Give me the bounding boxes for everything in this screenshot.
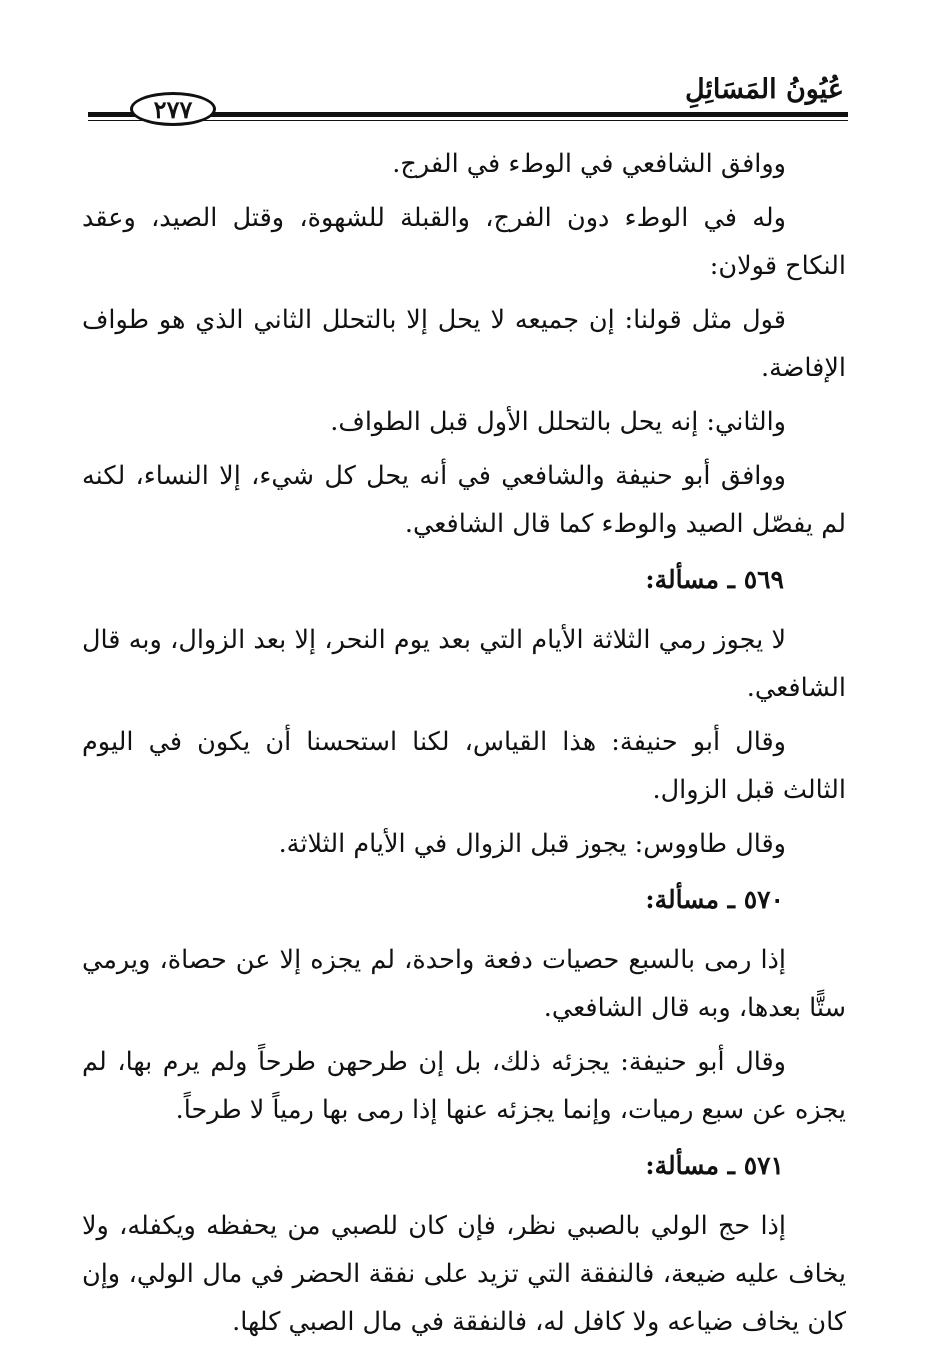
paragraph: وله في الوطء دون الفرج، والقبلة للشهوة، وقتل الصيد، وعقد النكاح قولان:	[82, 203, 846, 281]
paragraph: وقال طاووس: يجوز قبل الزوال في الأيام الثلاثة.	[278, 829, 786, 859]
issue-heading: ٥٦٩ ـ مسألة:	[645, 565, 784, 594]
paragraph: وقال أبو حنيفة: يجزئه ذلك، بل إن طرحهن طرحاً ولم يرم بها، لم يجزه عن سبع رميات، وإنما يجزئه عنها إذا رمى بها رمياً لا طرحاً.	[82, 1047, 846, 1125]
paragraph: ووافق الشافعي في الوطء في الفرج.	[392, 149, 786, 179]
book-title: عُيُونُ المَسَائِلِ	[684, 74, 844, 105]
paragraph: والثاني: إنه يحل بالتحلل الأول قبل الطواف.	[330, 407, 786, 437]
paragraph: إذا رمى بالسبع حصيات دفعة واحدة، لم يجزه إلا عن حصاة، ويرمي ستًّا بعدها، وبه قال الشافعي.	[82, 945, 846, 1023]
issue-heading: ٥٧٠ ـ مسألة:	[645, 885, 784, 914]
paragraph: وقال أبو حنيفة: هذا القياس، لكنا استحسنا أن يكون في اليوم الثالث قبل الزوال.	[82, 727, 846, 805]
page-number: ٢٧٧	[130, 92, 216, 126]
paragraph: إذا حج الولي بالصبي نظر، فإن كان للصبي من يحفظه ويكفله، ولا يخاف عليه ضيعة، فالنفقة التي تزيد على نفقة الحضر في مال الولي، وإن كان يخاف ضياعه ولا كافل له، فالنفقة في مال الصبي كلها.	[82, 1211, 846, 1337]
paragraph: ووافق أبو حنيفة والشافعي في أنه يحل كل شيء، إلا النساء، لكنه لم يفصّل الصيد والوطء كما قال الشافعي.	[82, 461, 846, 539]
paragraph: قول مثل قولنا: إن جميعه لا يحل إلا بالتحلل الثاني الذي هو طواف الإفاضة.	[82, 305, 846, 383]
issue-heading: ٥٧١ ـ مسألة:	[645, 1151, 784, 1180]
page-header	[88, 70, 848, 130]
page-body	[82, 140, 846, 1352]
paragraph: لا يجوز رمي الثلاثة الأيام التي بعد يوم النحر، إلا بعد الزوال، وبه قال الشافعي.	[82, 625, 846, 703]
